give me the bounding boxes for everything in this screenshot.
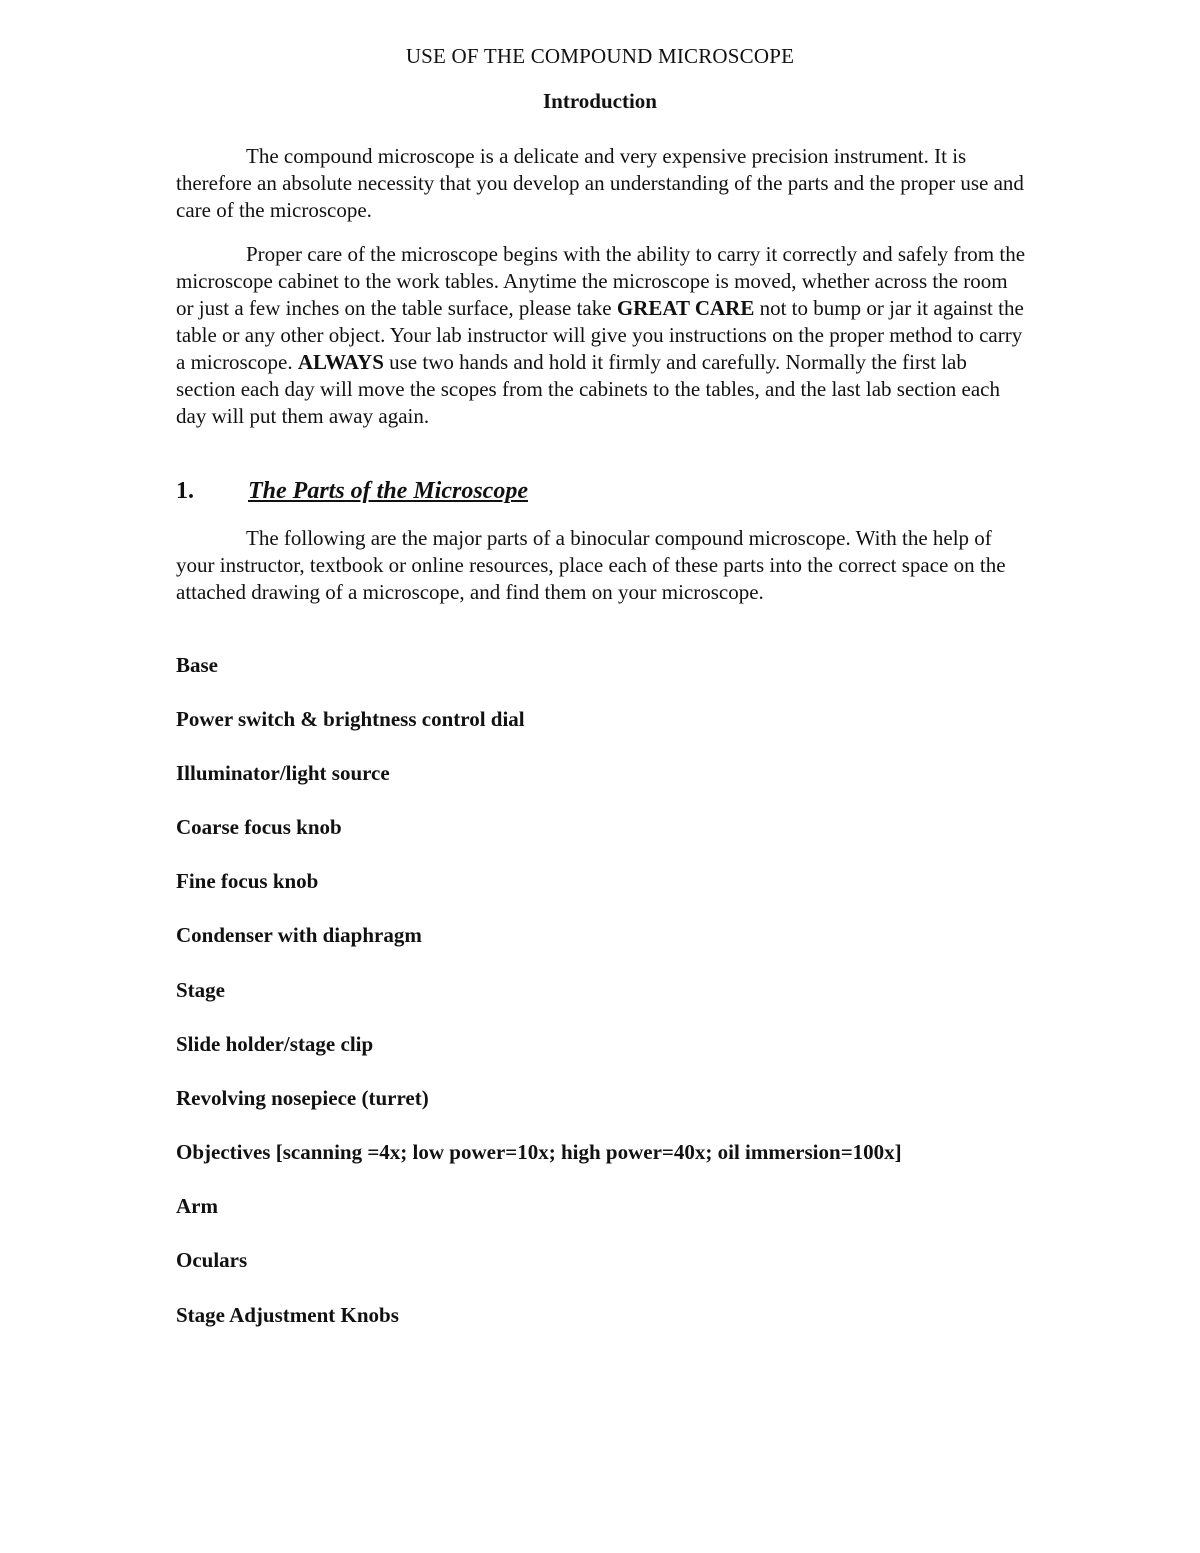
part-item: Coarse focus knob <box>176 815 342 839</box>
intro-paragraph-1-text: The compound microscope is a delicate and very expensive precision instrument. It is therefore an absolute necessity that you develop an understanding of the parts and the proper use and care of the microscope. <box>176 144 1024 222</box>
section-1-paragraph-text: The following are the major parts of a binocular compound microscope. With the help of your instructor, textbook or online resources, place each of these parts into the correct space on the attached drawing of a microscope, and find them on your microscope. <box>176 526 1006 604</box>
part-item: Condenser with diaphragm <box>176 923 422 947</box>
emphasis-always: ALWAYS <box>297 350 384 374</box>
part-item: Slide holder/stage clip <box>176 1032 374 1056</box>
section-1-title: The Parts of the Microscope <box>248 478 528 504</box>
part-item: Illuminator/light source <box>176 761 390 785</box>
part-item: Fine focus knob <box>176 869 319 893</box>
emphasis-great-care: GREAT CARE <box>616 296 755 320</box>
section-1-paragraph <box>176 525 1026 606</box>
intro-paragraph-2-text-c: use two hands and hold it firmly and carefully. Normally the first lab section each day will move the scopes from the cabinets to the tables, and the last lab section each day will put them away again. <box>176 350 1000 428</box>
part-item: Objectives [scanning =4x; low power=10x; high power=40x; oil immersion=100x] <box>176 1140 902 1164</box>
part-item: Revolving nosepiece (turret) <box>176 1086 429 1110</box>
part-item: Base <box>176 653 218 677</box>
section-1-number: 1. <box>176 478 194 504</box>
section-1-heading <box>176 478 528 505</box>
part-item: Stage Adjustment Knobs <box>176 1303 399 1327</box>
part-item: Arm <box>176 1194 218 1218</box>
intro-paragraph-2-text-a: Proper care of the microscope begins with the ability to carry it correctly and safely from the microscope cabinet to the work tables. Anytime the microscope is moved, whether across the room or just a few inches on the table surface, please take <box>176 242 1026 320</box>
intro-paragraph-1 <box>176 143 1026 224</box>
intro-paragraph-2 <box>176 241 1026 430</box>
introduction-heading: Introduction <box>543 89 657 113</box>
part-item: Oculars <box>176 1248 248 1272</box>
document-title: USE OF THE COMPOUND MICROSCOPE <box>405 44 795 68</box>
part-item: Power switch & brightness control dial <box>176 707 525 731</box>
intro-paragraph-2-text-b: not to bump or jar it against the table or any other object. Your lab instructor will give you instructions on the proper method to carry a microscope. <box>176 296 1024 374</box>
part-item: Stage <box>176 978 225 1002</box>
